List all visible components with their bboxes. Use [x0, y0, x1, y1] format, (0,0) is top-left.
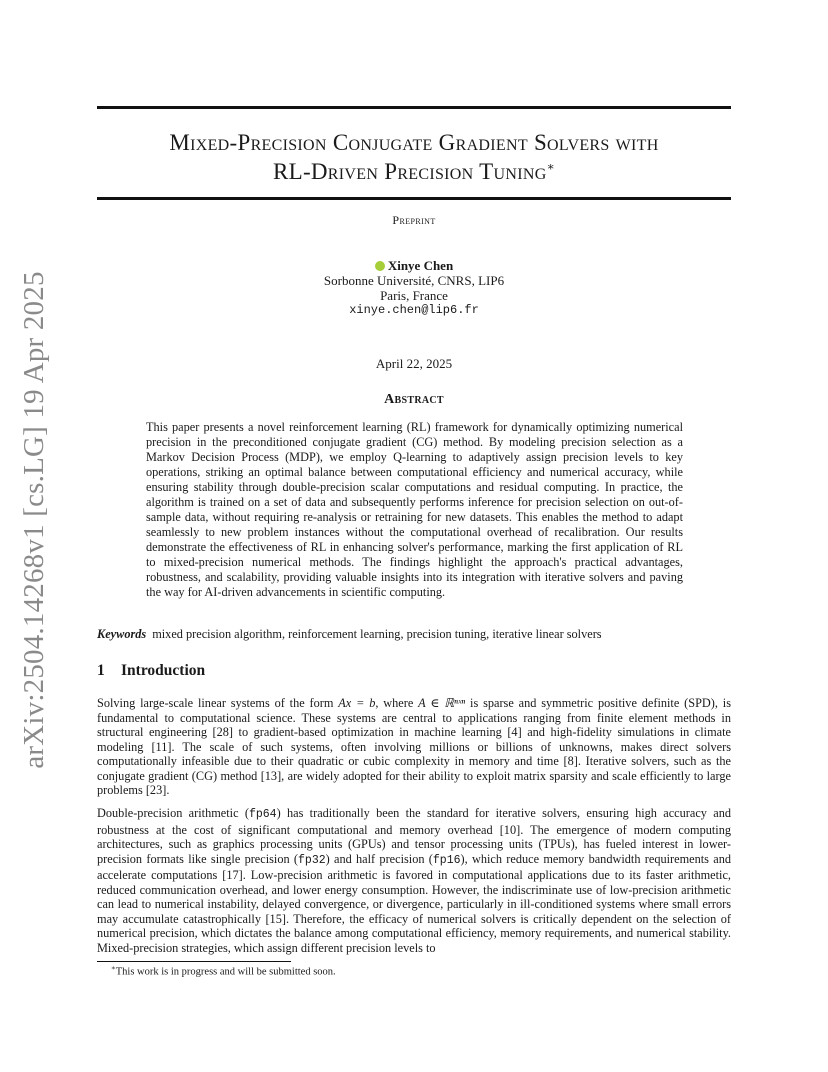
- title-top-rule: [97, 106, 731, 109]
- paper-title: [97, 128, 731, 186]
- p1-math-equation: Ax = b: [338, 696, 376, 710]
- author-affiliation: Sorbonne Université, CNRS, LIP6: [323, 273, 505, 288]
- preprint-label: Preprint: [392, 213, 436, 227]
- author-name: Xinye Chen: [387, 258, 454, 273]
- title-line-2: [97, 157, 731, 186]
- intro-paragraph-1: [97, 696, 731, 798]
- title-footnote-mark: ∗: [546, 159, 556, 174]
- title-line-2-text: RL-Driven Precision Tuning: [272, 159, 547, 184]
- p1-math-matrix: A ∈ ℝⁿˣⁿ: [418, 696, 466, 710]
- keywords-label: Keywords: [97, 627, 147, 641]
- title-line-1: Mixed-Precision Conjugate Gradient Solvers with: [169, 130, 659, 155]
- footnote-rule: [97, 961, 291, 962]
- author-email[interactable]: xinye.chen@lip6.fr: [349, 303, 479, 317]
- arxiv-identifier-stamp: arXiv:2504.14268v1 [cs.LG] 19 Apr 2025: [18, 271, 50, 769]
- section-title: Introduction: [121, 662, 206, 679]
- p1-text-a: Solving large-scale linear systems of the form: [97, 696, 339, 710]
- abstract-text: This paper presents a novel reinforcement learning (RL) framework for dynamically optimizing numerical precision in the preconditioned conjugate gradient (CG) method. By modeling precision selection as a Markov Decision Process (MDP), we employ Q-learning to adaptively assign precision levels to key operations, striking an optimal balance between computational efficiency and numerical accuracy, while ensuring stability through double-precision scalar computations and residual computing. In practice, the algorithm is trained on a set of data and subsequently performs inference for precision selection on out-of-sample data, without requiring re-analysis or retraining for new datasets. This enables the method to adapt seamlessly to new problem instances without the computational overhead of recalibration. Our results demonstrate the effectiveness of RL in enhancing solver's performance, marking the first application of RL to mixed-precision numerical methods. The findings highlight the approach's practical advantages, robustness, and scalability, providing valuable insights into its integration with iterative solvers and paving the way for AI-driven advancements in scientific computing.: [146, 420, 683, 599]
- author-block: [97, 258, 731, 318]
- keywords-text: mixed precision algorithm, reinforcement learning, precision tuning, iterative linear solvers: [152, 627, 602, 641]
- p2-text-a: Double-precision arithmetic (: [97, 806, 249, 820]
- author-name-line: [97, 258, 731, 273]
- p2-text-b: ) has traditionally been the standard for iterative solvers, ensuring high accuracy and robustness at the cost of significant computational and memory overhead [10]. The emergence of modern computing architectures, such as graphics processing units (GPUs) and tensor processing units (TPUs), has fueled interest in lower-precision formats like single precision (: [97, 806, 731, 866]
- title-bottom-rule: [97, 197, 731, 200]
- p2-code-fp32: fp32: [298, 853, 326, 867]
- abstract-heading: Abstract: [384, 392, 444, 407]
- footnote: [111, 964, 336, 978]
- p1-text-b: , where: [375, 696, 419, 710]
- orcid-icon[interactable]: [375, 261, 385, 271]
- p2-text-c: ) and half precision (: [325, 851, 433, 866]
- paper-date: April 22, 2025: [375, 356, 453, 371]
- section-number: 1: [97, 662, 105, 679]
- p2-code-fp16: fp16: [432, 853, 461, 867]
- author-location: Paris, France: [380, 288, 448, 303]
- p1-text-c: is sparse and symmetric positive definite (SPD), is fundamental to computational science. These systems are central to applications ranging from finite element methods in structural engineering [28] to gradient-based optimization in machine learning [4] and high-fidelity simulations in climate modeling [11]. The scale of such systems, often involving millions or billions of unknowns, makes direct solvers computationally infeasible due to their quadratic or cubic complexity in memory and time [8]. Iterative solvers, such as the conjugate gradient (CG) method [13], are widely adopted for their ability to exploit matrix sparsity and scale efficiently to large problems [23].: [97, 696, 731, 797]
- footnote-mark: ∗: [111, 964, 116, 972]
- section-heading-introduction: [97, 662, 731, 680]
- intro-paragraph-2: [97, 806, 731, 955]
- footnote-text: This work is in progress and will be submitted soon.: [115, 966, 336, 978]
- keywords-line: [97, 627, 731, 642]
- p2-text-d: ), which reduce memory bandwidth requirements and accelerate computations [17]. Low-precision arithmetic is favored in computational applications due to its faster arithmetic, reduced communication overhead, and lower energy consumption. However, the indiscriminate use of low-precision arithmetic can lead to numerical instability, delayed convergence, or divergence, particularly in ill-conditioned systems where small errors may accumulate catastrophically [15]. Therefore, the efficacy of numerical solvers is critically dependent on the selection of numerical precision, which dictates the balance among computational efficiency, memory requirements, and numerical stability. Mixed-precision strategies, which assign different precision levels to: [97, 851, 731, 955]
- p2-code-fp64: fp64: [248, 808, 277, 821]
